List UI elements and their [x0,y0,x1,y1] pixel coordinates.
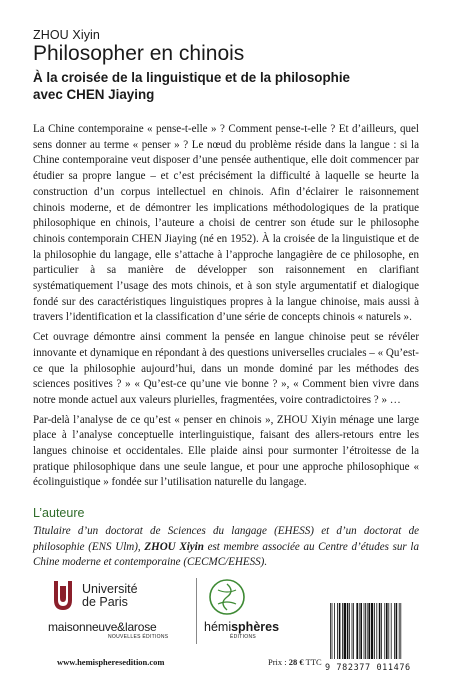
publisher-hemispheres-part-b: sphères [231,620,280,634]
isbn-barcode [328,603,424,661]
logo-divider [196,578,197,644]
book-title: Philosopher en chinois [33,42,245,65]
price-value: 28 € [288,657,304,667]
blurb-paragraph-2: Cet ouvrage démontre ainsi comment la pensée en langue chinoise peut se révéler innovante et dynamique en répondant à des questions universelles cruciales – « Qu’est-ce que la philosophie aujourd’hui, dans un monde dominé par les méthodes des sciences positives ? » « Qu’est-ce qu’une vie bonne ? », « Comment bien vivre dans notre monde actuel aux valeurs plurielles, fragmentées, voire contradictoires ? » … [33,331,419,406]
isbn-number: 9 782377 011476 [325,663,411,673]
book-subtitle [33,70,433,103]
blurb-paragraph-1: La Chine contemporaine « pense-t-elle » ? Comment pense-t-elle ? Et d’ailleurs, quel sens donner au terme « penser » ? Le nœud du problème réside dans la langue : si la Chine contemporaine veut disposer d’une pensée authentique, elle doit commencer par étudier sa propre langue – et c’est précisément la difficulté à laquelle se heurte la construction d’un corpus intellectuel en chinois. Afin d’éclairer le raisonnement chinois moderne, et de démontrer les implications méthodologiques de la pratique philosophique en chinois, l’auteure a choisi de centrer son étude sur le philosophe chinois contemporain CHEN Jiaying (né en 1952). À la croisée de la linguistique et de la philosophie du langage, elle s’attache à l’approche langagière de ce philosophe, en particulier à sa manière de développer son raisonnement en clarifiant systématiquement l’usage des mots chinois, et à son style argumentatif et dialogique fondé sur des caractéristiques linguistiques propres à la langue chinoise, mais aussi à travers l’identification et la classification d’une série de concepts chinois « naturels ». [33,123,419,324]
blurb-text [33,122,419,495]
university-crest-icon [48,578,78,612]
publisher-hemispheres-part-a: hémi [204,620,232,634]
author-name: ZHOU Xiyin [33,28,100,42]
author-bio-part-2: est membre associée au Centre d’études sur la Chine moderne et contemporaine (CECMC/EHESS). [33,540,419,569]
university-line-1: Université [82,582,138,596]
author-bio-part-1: Titulaire d’un doctorat de Sciences du langage (EHESS) et d’un doctorat de philosophie (ENS Ulm), [33,525,419,553]
hemispheres-circle-logo-icon [208,578,246,616]
publisher-maisonneuve-sub: NOUVELLES ÉDITIONS [108,634,169,640]
author-bio [33,524,419,571]
publisher-hemispheres [204,620,279,634]
university-name [82,583,138,609]
publisher-hemispheres-sub: ÉDITIONS [230,634,257,640]
book-price [268,657,322,667]
publisher-maisonneuve-larose: maisonneuve&larose [48,620,157,634]
subtitle-line-1: À la croisée de la linguistique et de la philosophie [33,70,350,85]
price-suffix: TTC [303,657,322,667]
university-line-2: de Paris [82,595,128,609]
author-bio-name: ZHOU Xiyin [144,540,204,553]
blurb-paragraph-3: Par-delà l’analyse de ce qu’est « penser en chinois », ZHOU Xiyin ménage une large place à l’analyse conceptuelle interlinguistique, faisant des allers-retours entre les langues chinoise et occidentales. Elle plaide ainsi pour surmonter l’étroitesse de la pratique philosophique dans une seule langue, et pour une approche philosophique « écolinguistique » fondée sur l’utilisation naturelle du langage. [33,413,419,489]
publisher-website[interactable]: www.hemispheresedition.com [57,657,165,667]
author-section-heading: L’auteure [33,506,85,520]
subtitle-line-2: avec CHEN Jiaying [33,86,155,102]
price-label: Prix : [268,657,289,667]
